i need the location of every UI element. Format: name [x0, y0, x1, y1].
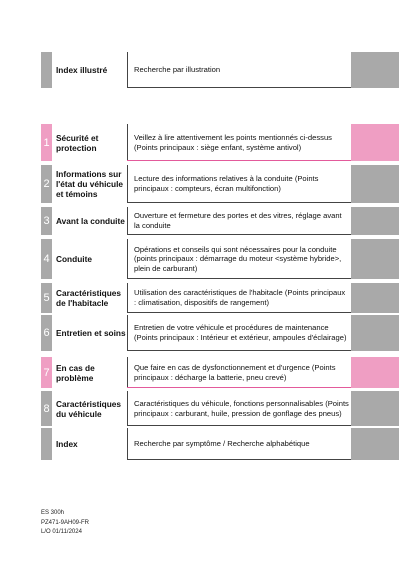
section-marker	[41, 52, 52, 88]
footer-date: L/O 01/11/2024	[41, 529, 82, 535]
section-row-4[interactable]	[41, 239, 399, 279]
section-tab-4[interactable]	[351, 239, 399, 279]
index-illustre-row[interactable]	[41, 52, 399, 88]
index-tab[interactable]	[351, 428, 399, 460]
section-description-1	[127, 124, 349, 161]
index-title: Index	[56, 439, 78, 449]
section-number-1: 1	[41, 124, 52, 161]
section-description-2	[127, 165, 349, 203]
section-text-8: Caractéristiques du véhicule, fonctions personnalisables (Points principaux : carburant, huile, pression de gonflage des pneus)	[134, 398, 349, 418]
section-row-5[interactable]	[41, 283, 399, 313]
section-row-7[interactable]	[41, 357, 399, 388]
section-tab-3[interactable]	[351, 207, 399, 235]
section-number-3: 3	[41, 207, 52, 235]
section-tab-1[interactable]	[351, 124, 399, 161]
section-tab-7[interactable]	[351, 357, 399, 388]
section-row-8[interactable]	[41, 391, 399, 426]
section-number-5: 5	[41, 283, 52, 313]
index-illustre-description	[127, 52, 349, 88]
section-text-3: Ouverture et fermeture des portes et des vitres, réglage avant la conduite	[134, 211, 342, 230]
section-text-6: Entretien de votre véhicule et procédures de maintenance (Points principaux : Intérieur et extérieur, ampoules d'éclairage)	[134, 323, 347, 342]
row-underline	[127, 87, 351, 88]
section-row-1[interactable]	[41, 124, 399, 161]
section-description-6	[127, 315, 349, 351]
section-text-1: Veillez à lire attentivement les points mentionnés ci-dessus (Points principaux : siège enfant, système antivol)	[134, 132, 332, 152]
section-number-8: 8	[41, 391, 52, 426]
section-title-8: Caractéristiques du véhicule	[56, 398, 122, 419]
section-text-4: Opérations et conseils qui sont nécessaires pour la conduite (points principaux : démarrage du moteur <système hybride>, plein de carburant)	[134, 244, 342, 273]
row-underline	[127, 387, 351, 388]
section-description-4	[127, 239, 349, 279]
footer-code: PZ471-9AH09-FR	[41, 519, 90, 526]
index-illustre-title: Index illustré	[56, 65, 108, 75]
section-marker	[41, 428, 52, 460]
section-row-6[interactable]	[41, 315, 399, 351]
row-underline	[127, 425, 351, 426]
document-footer	[41, 509, 89, 538]
section-title-7: En cas de problème	[56, 362, 95, 383]
index-illustre-tab[interactable]	[351, 52, 399, 88]
row-underline	[127, 278, 351, 279]
section-description-7	[127, 357, 349, 388]
section-text-2: Lecture des informations relatives à la conduite (Points principaux : compteurs, écran multifonction)	[134, 174, 319, 193]
section-tab-6[interactable]	[351, 315, 399, 351]
section-title-6: Entretien et soins	[56, 328, 126, 338]
section-title-1: Sécurité et protection	[56, 132, 99, 153]
section-number-7: 7	[41, 357, 52, 388]
row-underline	[127, 160, 351, 161]
section-description-3	[127, 207, 349, 235]
section-title-3: Avant la conduite	[56, 216, 125, 226]
section-number-6: 6	[41, 315, 52, 351]
row-underline	[127, 459, 351, 460]
section-row-2[interactable]	[41, 165, 399, 203]
section-title-4: Conduite	[56, 254, 92, 264]
section-text-7: Que faire en cas de dysfonctionnement et d'urgence (Points principaux : décharge la batterie, pneu crevé)	[134, 362, 336, 382]
index-row[interactable]	[41, 428, 399, 460]
row-underline	[127, 350, 351, 351]
section-tab-8[interactable]	[351, 391, 399, 426]
section-tab-2[interactable]	[351, 165, 399, 203]
section-description-5	[127, 283, 349, 313]
index-description	[127, 428, 349, 460]
section-number-4: 4	[41, 239, 52, 279]
row-underline	[127, 234, 351, 235]
index-text: Recherche par symptôme / Recherche alphabétique	[134, 439, 310, 449]
section-title-5: Caractéristiques de l'habitacle	[56, 288, 122, 308]
row-underline	[127, 202, 351, 203]
section-description-8	[127, 391, 349, 426]
footer-model: ES 300h	[41, 510, 65, 516]
section-number-2: 2	[41, 165, 52, 203]
row-underline	[127, 312, 351, 313]
index-illustre-text: Recherche par illustration	[134, 65, 221, 75]
section-tab-5[interactable]	[351, 283, 399, 313]
section-row-3[interactable]	[41, 207, 399, 235]
section-title-2: Informations sur l'état du véhicule et témoins	[56, 169, 123, 199]
section-text-5: Utilisation des caractéristiques de l'habitacle (Points principaux : climatisation, dispositifs de rangement)	[134, 288, 346, 307]
